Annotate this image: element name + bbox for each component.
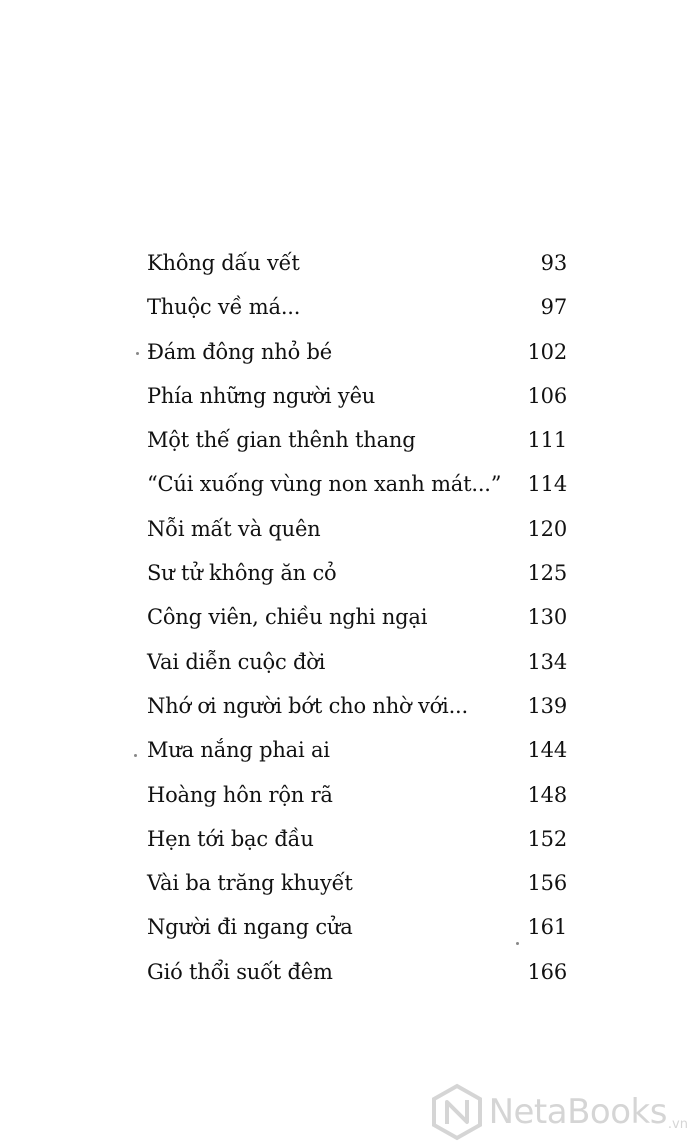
toc-entry-page: 144 <box>527 738 567 763</box>
table-of-contents <box>147 251 567 1004</box>
toc-entry[interactable] <box>147 251 567 295</box>
scan-speck <box>134 754 137 757</box>
toc-entry[interactable] <box>147 783 567 827</box>
toc-entry-page: 93 <box>540 251 567 275</box>
toc-entry-title: Người đi ngang cửa <box>147 915 353 940</box>
toc-entry[interactable] <box>147 340 567 384</box>
toc-entry-page: 134 <box>527 649 567 674</box>
toc-entry[interactable] <box>147 561 567 605</box>
toc-entry[interactable] <box>147 694 567 738</box>
toc-entry-title: “Cúi xuống vùng non xanh mát...” <box>147 472 502 497</box>
toc-entry-title: Đám đông nhỏ bé <box>147 339 333 364</box>
watermark <box>427 1082 688 1142</box>
toc-entry[interactable] <box>147 871 567 915</box>
toc-entry[interactable] <box>147 295 567 339</box>
toc-entry-page: 120 <box>527 516 567 541</box>
toc-entry-title: Gió thổi suốt đêm <box>147 959 333 984</box>
scan-speck <box>136 352 139 355</box>
toc-entry[interactable] <box>147 384 567 428</box>
toc-entry-page: 97 <box>540 295 567 320</box>
toc-entry-page: 106 <box>527 383 567 408</box>
toc-entry-title: Nỗi mất và quên <box>147 516 321 541</box>
toc-entry-title: Hẹn tới bạc đầu <box>147 826 314 851</box>
toc-entry-title: Không dấu vết <box>147 251 300 275</box>
toc-entry-page: 152 <box>527 826 567 851</box>
toc-entry[interactable] <box>147 650 567 694</box>
toc-entry[interactable] <box>147 428 567 472</box>
toc-entry-page: 130 <box>527 605 567 630</box>
toc-entry-title: Mưa nắng phai ai <box>147 738 330 763</box>
watermark-suffix: .vn <box>667 1117 688 1132</box>
toc-entry-title: Hoàng hôn rộn rã <box>147 782 333 807</box>
toc-entry-page: 125 <box>527 561 567 586</box>
toc-entry-title: Sư tử không ăn cỏ <box>147 561 337 586</box>
toc-entry[interactable] <box>147 915 567 959</box>
toc-entry-page: 102 <box>527 339 567 364</box>
toc-entry[interactable] <box>147 472 567 516</box>
toc-entry-title: Một thế gian thênh thang <box>147 428 416 453</box>
toc-entry[interactable] <box>147 738 567 782</box>
toc-entry-title: Vài ba trăng khuyết <box>147 871 353 896</box>
toc-entry-page: 166 <box>527 959 567 984</box>
toc-entry-page: 111 <box>527 428 567 453</box>
scan-speck <box>516 942 519 945</box>
toc-entry-page: 156 <box>527 871 567 896</box>
toc-entry-page: 139 <box>527 693 567 718</box>
toc-entry-title: Công viên, chiều nghi ngại <box>147 605 428 630</box>
toc-entry[interactable] <box>147 605 567 649</box>
toc-entry[interactable] <box>147 960 567 1004</box>
toc-entry[interactable] <box>147 517 567 561</box>
netabooks-logo-icon <box>427 1082 487 1142</box>
toc-entry-title: Thuộc về má... <box>147 295 301 320</box>
toc-entry-page: 161 <box>527 915 567 940</box>
toc-entry-page: 114 <box>527 472 567 497</box>
toc-entry-title: Nhớ ơi người bớt cho nhờ với... <box>147 693 469 718</box>
toc-entry-title: Vai diễn cuộc đời <box>147 649 326 674</box>
watermark-brand: NetaBooks <box>488 1092 667 1132</box>
toc-entry-title: Phía những người yêu <box>147 383 376 408</box>
toc-entry[interactable] <box>147 827 567 871</box>
toc-entry-page: 148 <box>527 782 567 807</box>
